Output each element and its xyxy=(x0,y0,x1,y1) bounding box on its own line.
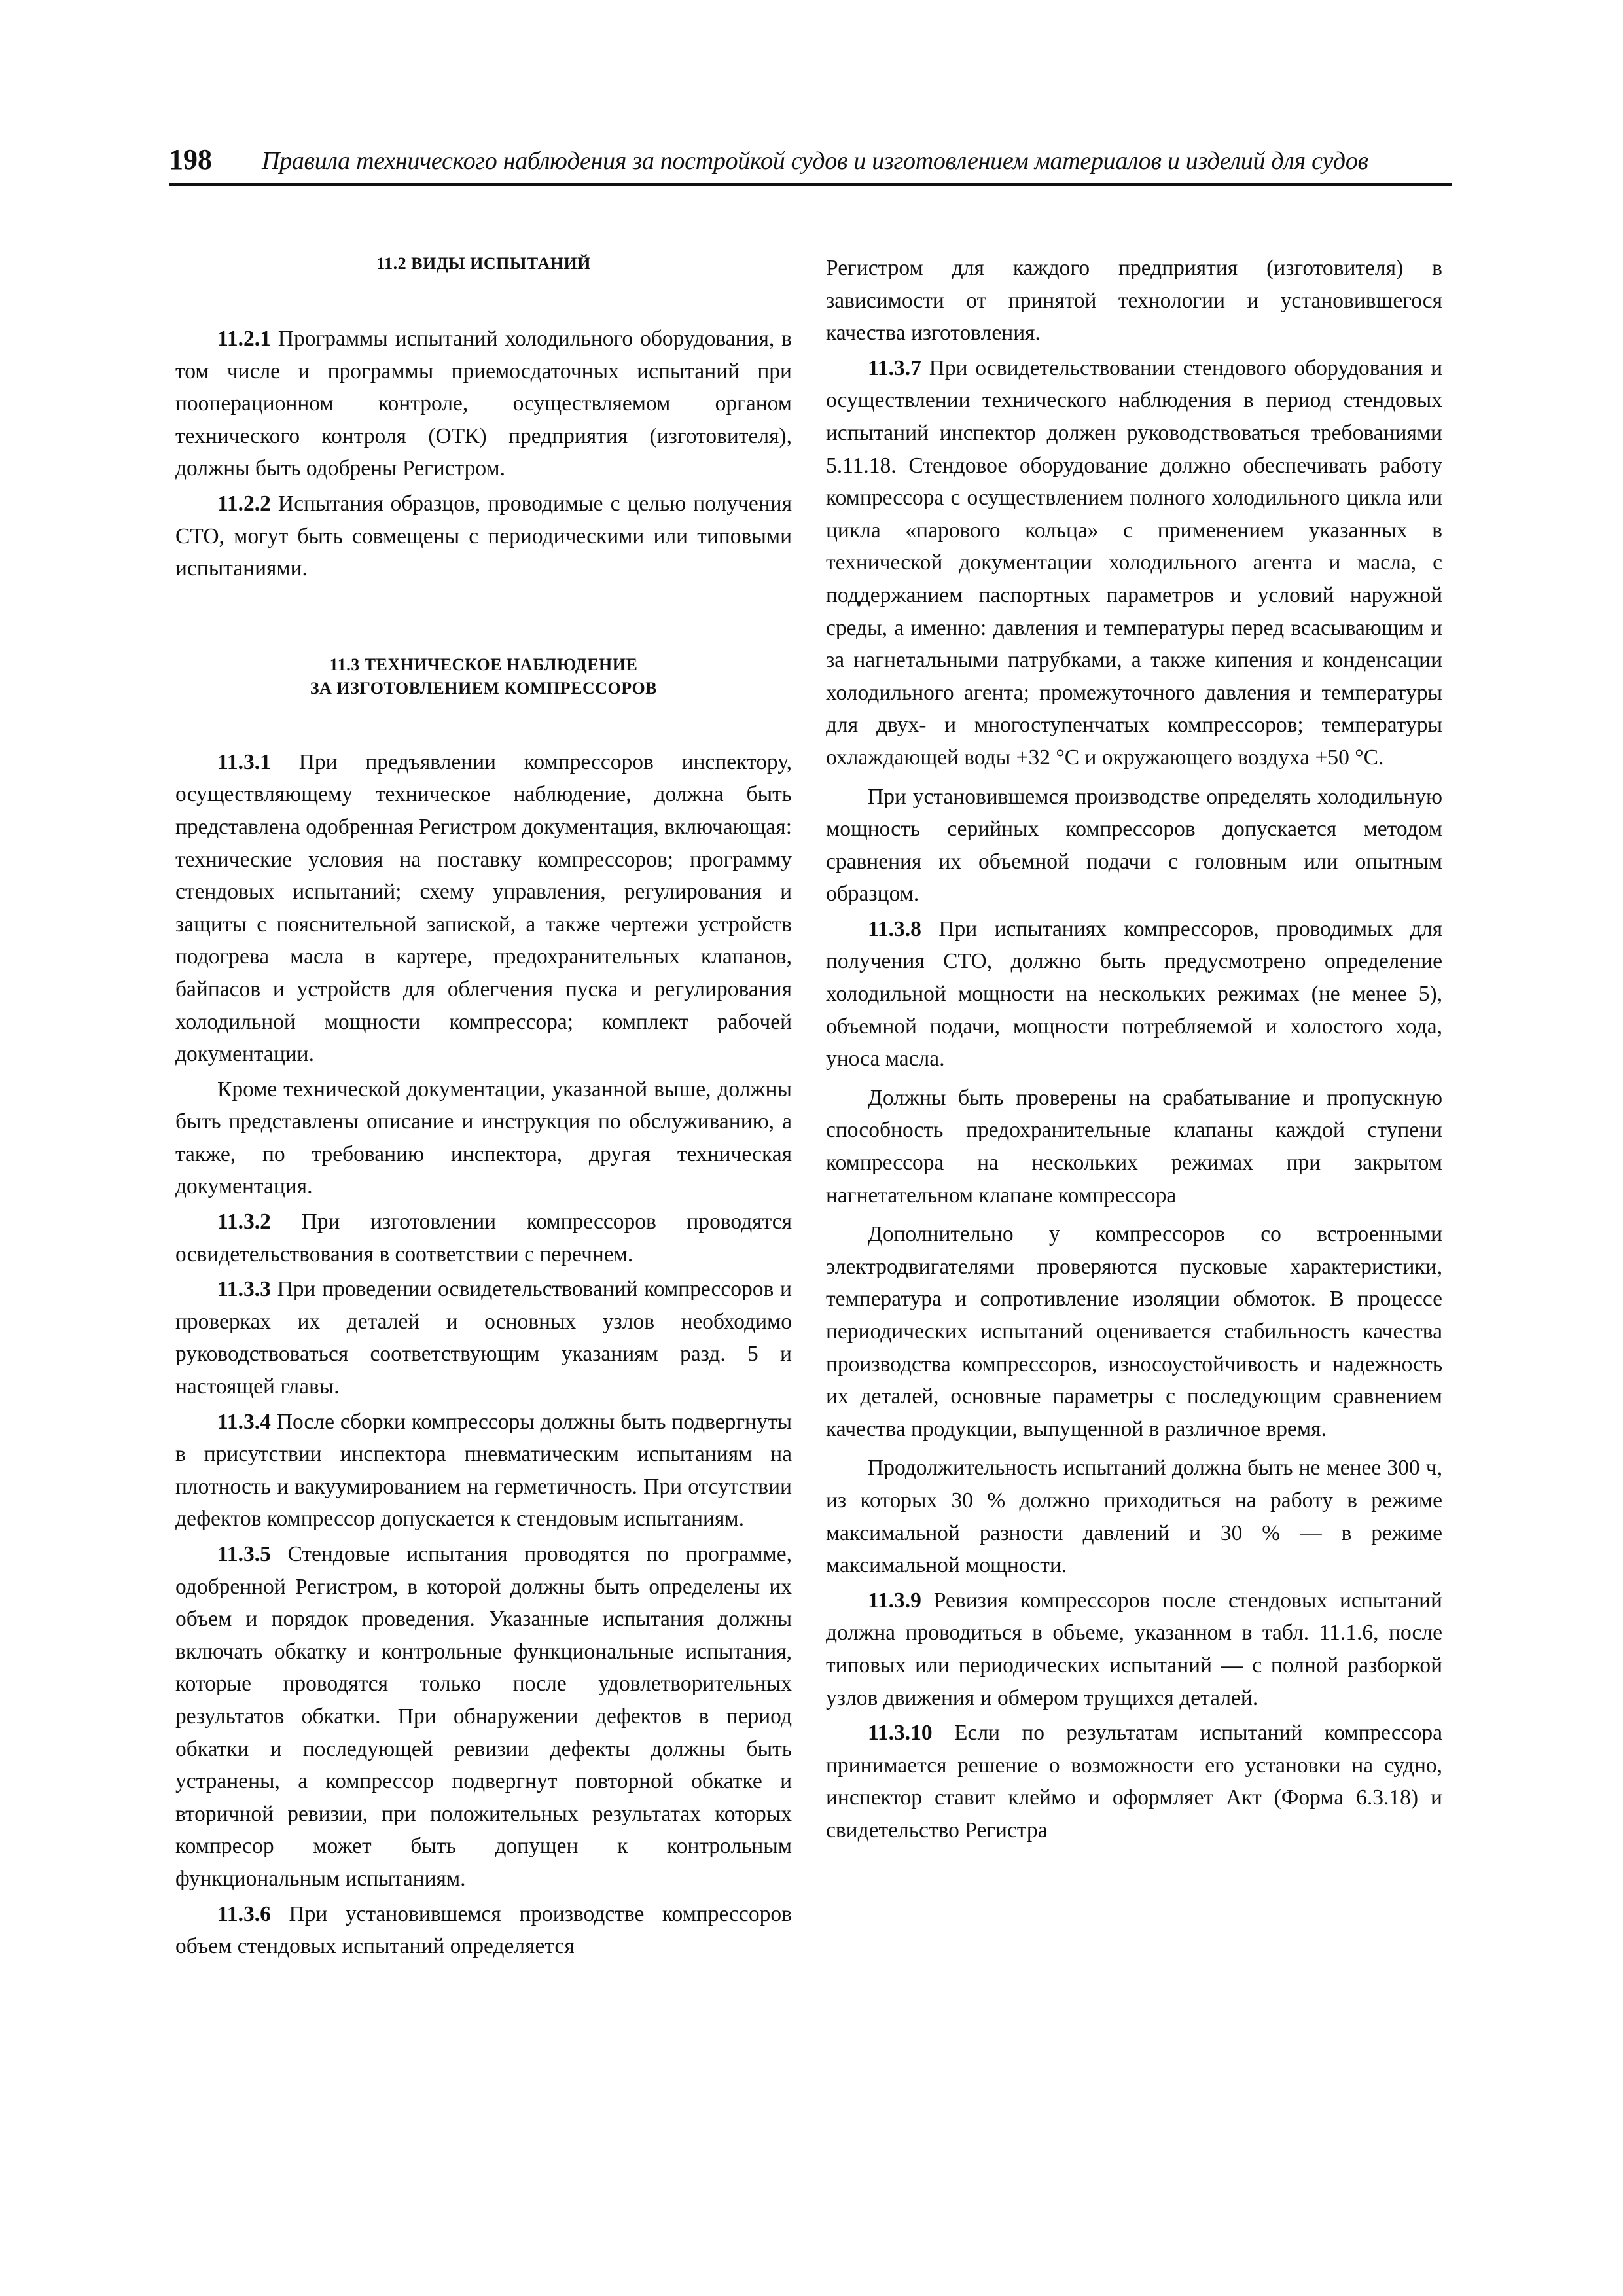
paragraph-text: При предъявлении компрессоров инспектору, осуществляющему техническое наблюдение, должна быть представлена одобренная Регистром документация, включающая: технические условия на поставку компрессоров; программу стендовых испытаний; схему управления, регулирования и защиты с пояснительной запиской, а также чертежи устройств подогрева масла в картере, предохранительных клапанов, байпасов и устройств для облегчения пуска и регулирования холодильной мощности компрессора; комплект рабочей документации. xyxy=(175,749,792,1067)
paragraph-11-3-7-continued: При установившемся производстве определять холодильную мощность серийных компрессоров допускается методом сравнения их объемной подачи с головным или опытным образцом. xyxy=(826,784,1442,906)
section-heading-line-1: 11.3 ТЕХНИЧЕСКОЕ НАБЛЮДЕНИЕ xyxy=(329,655,638,674)
left-column xyxy=(175,252,792,1965)
running-title: Правила технического наблюдения за постройкой судов и изготовлением материалов и изделий для судов xyxy=(262,147,1368,175)
paragraph-11-3-5 xyxy=(175,1538,792,1895)
paragraph-text: При испытаниях компрессоров, проводимых для получения СТО, должно быть предусмотрено определение холодильной мощности на нескольких режимах (не менее 5), объемной подачи, мощности потребляемой и холостого хода, уноса масла. xyxy=(826,916,1442,1071)
page-header xyxy=(169,143,1452,179)
clause-number: 11.3.2 xyxy=(217,1210,271,1234)
clause-number: 11.3.4 xyxy=(217,1409,271,1434)
paragraph-11-3-8-continued-2: Дополнительно у компрессоров со встроенными электродвигателями проверяются пусковые характеристики, температура и сопротивление изоляции обмоток. В процессе периодических испытаний оценивается стабильность качества производства компрессоров, износоустойчивость и надежность их деталей, основные параметры с последующим сравнением качества продукции, выпущенной в различное время. xyxy=(826,1222,1442,1441)
clause-number: 11.3.6 xyxy=(217,1901,271,1926)
paragraph-text: При установившемся производстве компрессоров объем стендовых испытаний определяется xyxy=(175,1901,792,1959)
paragraph-text: При изготовлении компрессоров проводятся освидетельствования в соответствии с перечнем. xyxy=(175,1210,792,1266)
paragraph-11-3-8 xyxy=(826,913,1442,1075)
paragraph-text: После сборки компрессоры должны быть подвергнуты в присутствии инспектора пневматическим испытаниям на плотность и вакуумированием на герметичность. При отсутствии дефектов компрессор допускается к стендовым испытаниям. xyxy=(175,1409,792,1532)
header-rule xyxy=(169,183,1452,186)
paragraph-11-3-4 xyxy=(175,1406,792,1535)
paragraph-11-2-1 xyxy=(175,323,792,485)
paragraph-11-2-2 xyxy=(175,488,792,585)
section-heading-line-2: ЗА ИЗГОТОВЛЕНИЕМ КОМПРЕССОРОВ xyxy=(310,678,658,698)
paragraph-11-3-8-continued-3: Продолжительность испытаний должна быть не менее 300 ч, из которых 30 % должно приходиться на работу в режиме максимальной разности давлений и 30 % — в режиме максимальной мощности. xyxy=(826,1456,1442,1578)
paragraph-11-3-9 xyxy=(826,1585,1442,1714)
clause-number: 11.2.1 xyxy=(217,327,271,351)
clause-number: 11.3.3 xyxy=(217,1277,271,1302)
paragraph-11-3-3 xyxy=(175,1273,792,1403)
section-heading-11-3 xyxy=(175,653,792,700)
paragraph-11-3-1-continued: Кроме технической документации, указанной выше, должны быть представлены описание и инструкция по обслуживанию, а также, по требованию инспектора, другая техническая документация. xyxy=(175,1077,792,1199)
clause-number: 11.3.8 xyxy=(868,916,921,941)
paragraph-11-3-10 xyxy=(826,1717,1442,1846)
section-heading-11-2: 11.2 ВИДЫ ИСПЫТАНИЙ xyxy=(376,254,591,273)
clause-number: 11.3.5 xyxy=(217,1542,271,1566)
clause-number: 11.3.9 xyxy=(868,1588,921,1613)
paragraph-text: Ревизия компрессоров после стендовых испытаний должна проводиться в объеме, указанном в табл. 11.1.6, после типовых или периодических испытаний — с полной разборкой узлов движения и обмером трущихся деталей. xyxy=(826,1588,1442,1710)
paragraph-11-3-1 xyxy=(175,746,792,1071)
clause-number: 11.3.1 xyxy=(217,749,271,774)
clause-number: 11.3.10 xyxy=(868,1721,933,1746)
paragraph-11-3-6-continued: Регистром для каждого предприятия (изготовителя) в зависимости от принятой технологии и установившегося качества изготовления. xyxy=(826,256,1442,346)
paragraph-text: При освидетельствовании стендового оборудования и осуществлении технического наблюдения в период стендовых испытаний инспектор должен руководствоваться требованиями 5.11.18. Стендовое оборудование должно обеспечивать работу компрессора с осуществлением полного холодильного цикла или цикла «парового кольца» с применением указанных в технической документации холодильного агента и масла, с поддержанием паспортных параметров и условий наружной среды, а именно: давления и температуры перед всасывающим и за нагнетальными патрубками, а также кипения и конденсации холодильного агента; промежуточного давления и температуры для двух- и многоступенчатых компрессоров; температуры охлаждающей воды +32 °C и окружающего воздуха +50 °C. xyxy=(826,355,1442,770)
paragraph-text: Если по результатам испытаний компрессора принимается решение о возможности его установки на судно, инспектор ставит клеймо и оформляет Акт (Форма 6.3.18) и свидетельство Регистра xyxy=(826,1721,1442,1842)
clause-number: 11.2.2 xyxy=(217,491,271,516)
paragraph-11-3-8-continued-1: Должны быть проверены на срабатывание и пропускную способность предохранительные клапаны каждой ступени компрессора на нескольких режимах при закрытом нагнетательном клапане компрессора xyxy=(826,1085,1442,1208)
paragraph-11-3-7 xyxy=(826,352,1442,774)
page-number: 198 xyxy=(169,143,212,175)
right-column xyxy=(826,252,1442,1850)
paragraph-text: Испытания образцов, проводимые с целью получения СТО, могут быть совмещены с периодическими или типовыми испытаниями. xyxy=(175,491,792,581)
clause-number: 11.3.7 xyxy=(868,355,921,380)
paragraph-11-3-2 xyxy=(175,1206,792,1270)
paragraph-text: Стендовые испытания проводятся по программе, одобренной Регистром, в которой должны быть определены их объем и порядок проведения. Указанные испытания должны включать обкатку и контрольные функциональные испытания, которые проводятся только после удовлетворительных результатов обкатки. При обнаружении дефектов в период обкатки и последующей ревизии дефекты должны быть устранены, а компрессор подвергнут повторной обкатке и вторичной ревизии, при положительных результатах которых компресор может быть допущен к контрольным функциональным испытаниям. xyxy=(175,1542,792,1891)
paragraph-11-3-6 xyxy=(175,1898,792,1963)
paragraph-text: Программы испытаний холодильного оборудования, в том числе и программы приемосдаточных испытаний при пооперационном контроле, осуществляемом органом технического контроля (ОТК) предприятия (изготовителя), должны быть одобрены Регистром. xyxy=(175,327,792,481)
paragraph-text: При проведении освидетельствований компрессоров и проверках их деталей и основных узлов необходимо руководствоваться соответствующим указаниям разд. 5 и настоящей главы. xyxy=(175,1277,792,1399)
